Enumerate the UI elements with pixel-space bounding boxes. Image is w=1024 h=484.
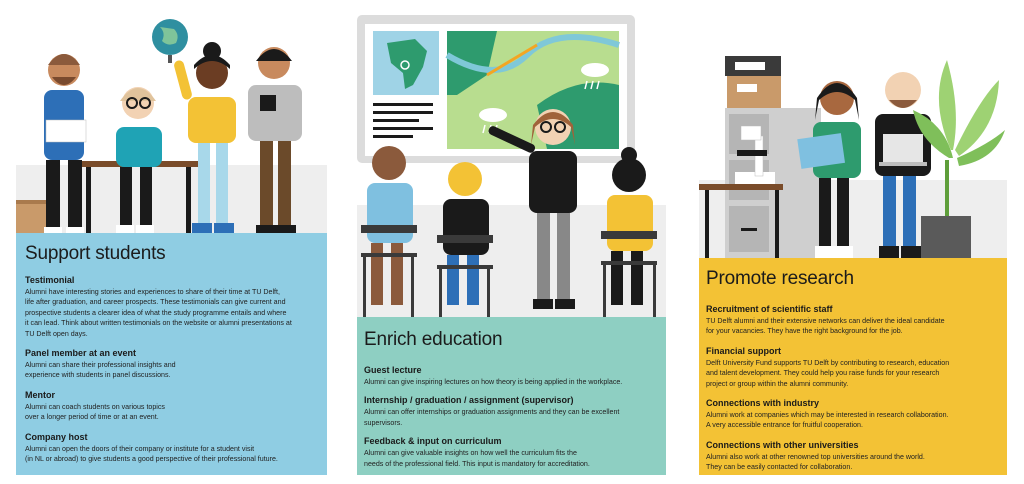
- promote-research-panel: [699, 258, 1007, 475]
- item-text: Alumni can give valuable insights on how well the curriculum fits the needs of the professional field. This input is mandatory for accreditation.: [364, 449, 590, 468]
- support-students-panel: [16, 233, 327, 475]
- item-text: TU Delft alumni and their extensive networks can deliver the ideal candidate for your vacancies. They have the right background for the job.: [706, 317, 945, 336]
- testimonial-item: [25, 275, 319, 339]
- item-title: Internship / graduation / assignment (supervisor): [364, 395, 574, 406]
- item-title: Testimonial: [25, 275, 75, 285]
- guest-lecture-item: [364, 365, 658, 387]
- item-text: Alumni have interesting stories and experiences to share of their time at TU Delft, life after graduation, and career prospects. These testimonials can give current and prospective students a clearer idea of what the study programme entails and where it can lead. Think about written testimonials on the website or alumni presentations at TU Delft open days.: [25, 288, 292, 338]
- enrich-education-panel: [357, 317, 666, 475]
- company-host-item: [25, 432, 319, 465]
- item-text: Delft University Fund supports TU Delft by contributing to research, education and talent development. They could help you raise funds for your research project or group within the alumni community.: [706, 358, 950, 388]
- panel-member-item: [25, 348, 319, 381]
- feedback-item: [364, 436, 658, 469]
- item-text: Alumni can coach students on various topics over a longer period of time or at an event.: [25, 402, 165, 422]
- item-title: Connections with other universities: [706, 439, 859, 450]
- item-text: Alumni can share their professional insights and experience with students in panel discussions.: [25, 361, 176, 380]
- support-students-heading: Support students: [25, 243, 166, 264]
- item-text: Alumni can offer internships or graduation assignments and they can be excellent supervisors.: [364, 408, 620, 427]
- item-text: Alumni work at companies which may be interested in research collaboration. A very accessible entrance for fruitful cooperation.: [706, 411, 949, 430]
- item-text: Alumni can open the doors of their company or institute for a student visit (in NL or abroad) to give students a good perspective of their professional future.: [25, 444, 278, 464]
- item-title: Mentor: [25, 389, 55, 400]
- item-title: Panel member at an event: [25, 348, 137, 359]
- africa-map-icon: [373, 31, 439, 95]
- recruitment-item: [706, 304, 999, 337]
- item-title: Feedback & input on curriculum: [364, 436, 502, 447]
- industry-connections-item: [706, 398, 999, 431]
- illustration-support-students: [16, 15, 327, 233]
- enrich-education-heading: Enrich education: [364, 329, 503, 350]
- mentor-item: [25, 390, 319, 423]
- globe-icon: [152, 19, 188, 63]
- item-text: Alumni can give inspiring lectures on how theory is being applied in the workplace.: [364, 378, 623, 386]
- illustration-enrich-education: [357, 15, 666, 317]
- item-title: Recruitment of scientific staff: [706, 304, 833, 314]
- promote-research-heading: Promote research: [706, 268, 854, 289]
- illustration-promote-research: [699, 40, 1007, 258]
- item-title: Company host: [25, 431, 88, 442]
- item-title: Guest lecture: [364, 365, 422, 375]
- item-title: Connections with industry: [706, 398, 820, 409]
- laptop-icon: [879, 134, 927, 166]
- item-text: Alumni also work at other renowned top universities around the world. They can be easily contacted for collaboration.: [706, 452, 925, 472]
- internship-item: [364, 395, 658, 428]
- financial-support-item: [706, 346, 999, 389]
- university-connections-item: [706, 440, 999, 473]
- item-title: Financial support: [706, 345, 782, 356]
